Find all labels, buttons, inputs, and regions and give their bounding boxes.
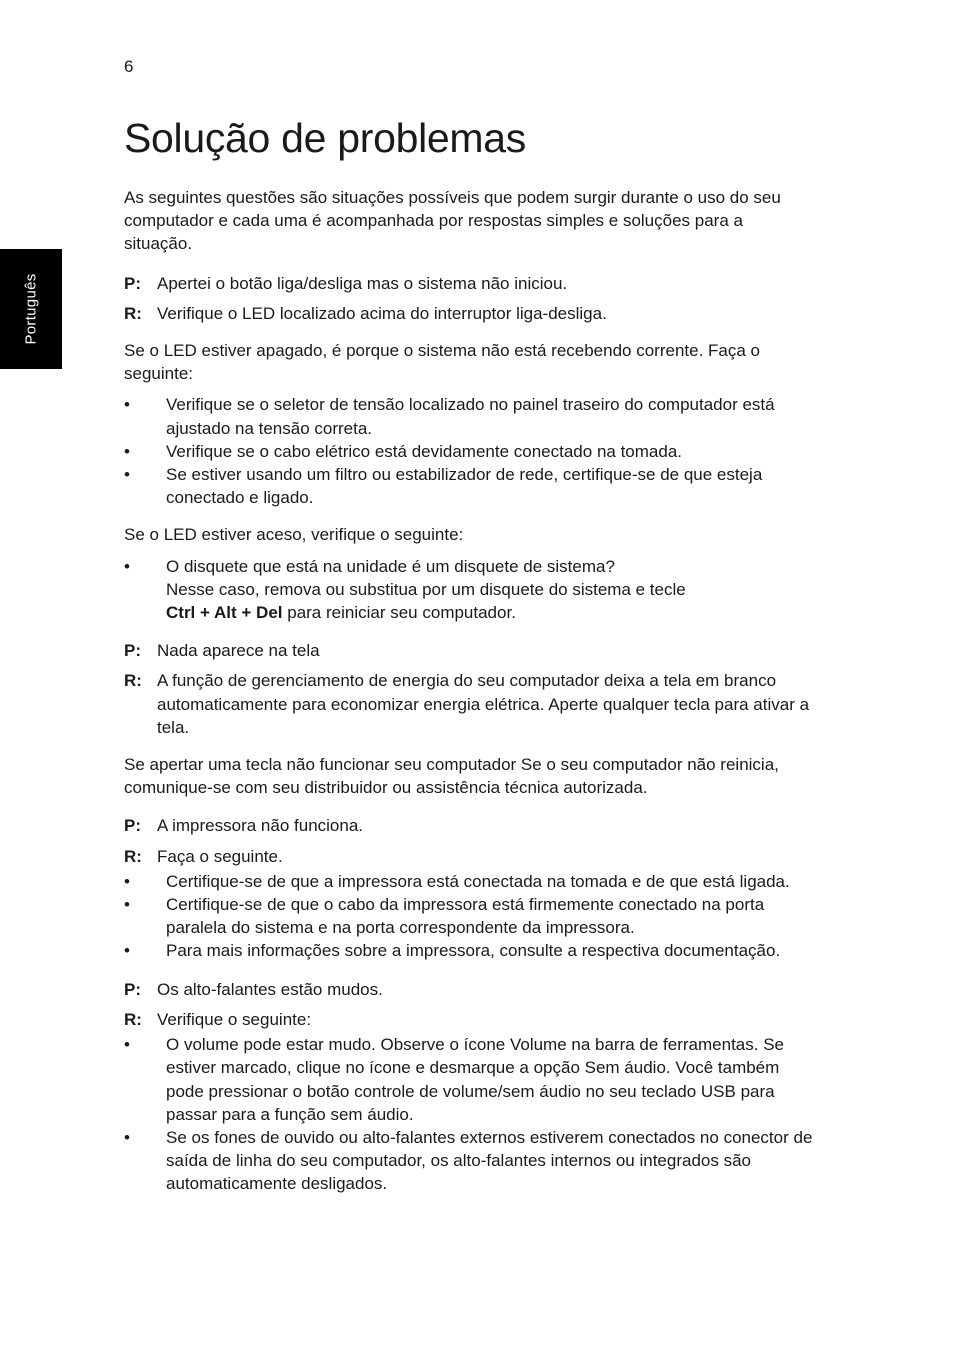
question-1 xyxy=(124,272,814,295)
answer-text: Verifique o LED localizado acima do interruptor liga-desliga. xyxy=(157,303,607,323)
list-item-line: Nesse caso, remova ou substitua por um disquete do sistema e tecle xyxy=(166,579,686,599)
answer-2 xyxy=(124,669,814,739)
list-item: • Verifique se o cabo elétrico está devidamente conectado na tomada. xyxy=(124,440,814,463)
led-off-paragraph: Se o LED estiver apagado, é porque o sistema não está recebendo corrente. Faça o seguinte: xyxy=(124,341,761,384)
question-text: Apertei o botão liga/desliga mas o sistema não iniciou. xyxy=(157,273,568,293)
answer-text: A função de gerenciamento de energia do seu computador deixa a tela em branco automaticamente para economizar energia elétrica. Aperte qualquer tecla para ativar a tela. xyxy=(157,671,810,737)
list-item xyxy=(124,555,814,625)
question-4 xyxy=(124,978,814,1001)
answer-1 xyxy=(124,302,814,325)
led-on-paragraph: Se o LED estiver aceso, verifique o seguinte: xyxy=(124,525,464,545)
question-2 xyxy=(124,639,814,662)
question-text: Os alto-falantes estão mudos. xyxy=(157,979,383,999)
led-on-list xyxy=(124,555,814,625)
answer-4 xyxy=(124,1008,814,1031)
key-combination: Ctrl + Alt + Del xyxy=(166,603,283,623)
answer-label: R: xyxy=(124,671,142,691)
list-item: • Certifique-se de que a impressora está conectada na tomada e de que está ligada. xyxy=(124,870,814,893)
question-label: P: xyxy=(124,816,141,836)
list-item: • Certifique-se de que o cabo da impressora está firmemente conectado na porta paralela do sistema e na porta correspondente da impressora. xyxy=(124,893,814,939)
list-item-line: O disquete que está na unidade é um disquete de sistema? xyxy=(166,556,615,576)
answer-label: R: xyxy=(124,303,142,323)
answer-label: R: xyxy=(124,1009,142,1029)
restart-note: Se apertar uma tecla não funcionar seu computador Se o seu computador não reinicia, comunique-se com seu distribuidor ou assistência técnica autorizada. xyxy=(124,755,779,798)
printer-list xyxy=(124,870,814,963)
page-content xyxy=(124,112,814,1196)
answer-text: Faça o seguinte. xyxy=(157,846,283,866)
list-item-line: para reiniciar seu computador. xyxy=(282,603,516,623)
intro-paragraph: As seguintes questões são situações possíveis que podem surgir durante o uso do seu computador e cada uma é acompanhada por respostas simples e soluções para a situação. xyxy=(124,188,781,254)
question-text: A impressora não funciona. xyxy=(157,816,364,836)
answer-label: R: xyxy=(124,846,142,866)
question-label: P: xyxy=(124,979,141,999)
list-item: • Para mais informações sobre a impressora, consulte a respectiva documentação. xyxy=(124,939,814,962)
answer-3 xyxy=(124,845,814,868)
question-3 xyxy=(124,814,814,837)
language-side-tab xyxy=(0,249,62,369)
led-off-list xyxy=(124,393,814,509)
page-title: Solução de problemas xyxy=(124,115,526,161)
list-item: • Verifique se o seletor de tensão localizado no painel traseiro do computador está ajustado na tensão correta. xyxy=(124,393,814,439)
list-item: • Se os fones de ouvido ou alto-falantes externos estiverem conectados no conector de saída de linha do seu computador, os alto-falantes internos ou integrados são automaticamente desligados. xyxy=(124,1126,814,1196)
language-side-tab-label: Português xyxy=(22,273,40,345)
question-label: P: xyxy=(124,641,141,661)
page-number: 6 xyxy=(124,57,134,76)
answer-text: Verifique o seguinte: xyxy=(157,1009,312,1029)
list-item: • Se estiver usando um filtro ou estabilizador de rede, certifique-se de que esteja conectado e ligado. xyxy=(124,463,814,509)
question-text: Nada aparece na tela xyxy=(157,641,320,661)
speaker-list xyxy=(124,1033,814,1195)
question-label: P: xyxy=(124,273,141,293)
list-item: • O volume pode estar mudo. Observe o ícone Volume na barra de ferramentas. Se estiver marcado, clique no ícone e desmarque a opção Sem áudio. Você também pode pressionar o botão controle de volume/sem áudio no seu teclado USB para passar para a função sem áudio. xyxy=(124,1033,814,1126)
